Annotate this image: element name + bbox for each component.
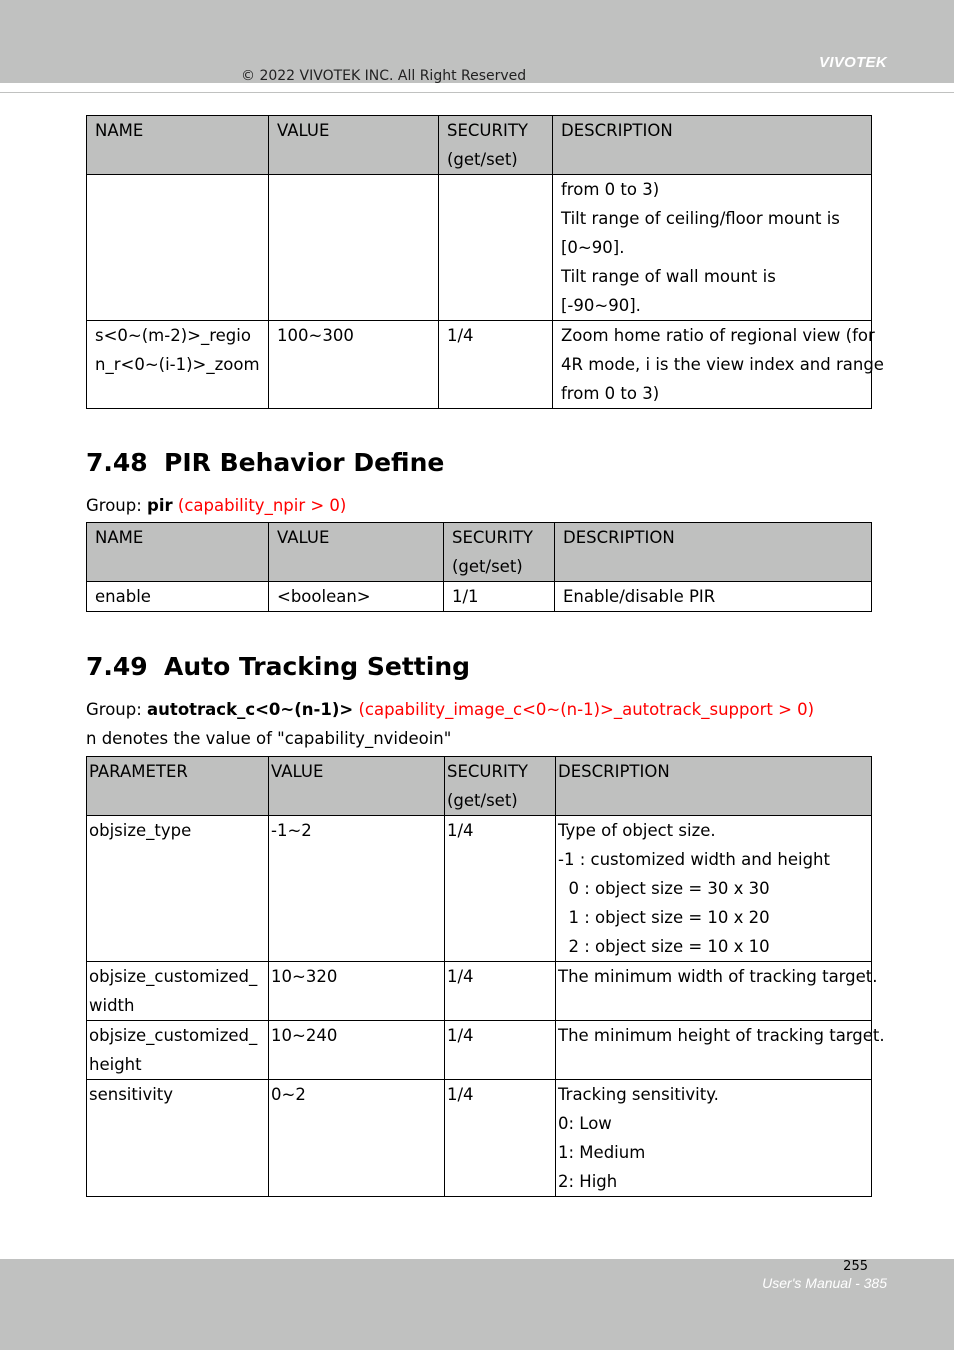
group-prefix: Group: xyxy=(86,700,148,719)
cell-text: SECURITY (get/set) xyxy=(447,121,528,169)
cell-security xyxy=(445,962,556,1021)
cell-name xyxy=(87,582,269,612)
cell-text: DESCRIPTION xyxy=(561,121,673,140)
cell-text: from 0 to 3) Tilt range of ceiling/floor mount is [0~90]. Tilt range of wall mount is [-90~90]. xyxy=(561,180,840,315)
cell-name xyxy=(87,321,269,409)
table-row xyxy=(87,321,872,409)
group-name: pir xyxy=(147,496,173,515)
continued-parameter-table xyxy=(86,115,884,409)
cell-text: Tracking sensitivity. 0: Low 1: Medium 2: High xyxy=(558,1085,719,1191)
cell-security xyxy=(444,582,555,612)
header-cell-value xyxy=(269,523,444,582)
nvideoin-note: n denotes the value of "capability_nvideoin" xyxy=(86,729,452,748)
group-line-pir xyxy=(86,496,346,515)
cell-text: 1/4 xyxy=(447,1085,474,1104)
cell-text xyxy=(447,175,544,204)
cell-value xyxy=(269,962,445,1021)
cell-text: -1~2 xyxy=(271,821,312,840)
header-cell-name xyxy=(87,523,269,582)
page-footer-band xyxy=(0,1259,954,1350)
cell-text: objsize_type xyxy=(89,821,192,840)
cell-security xyxy=(445,816,556,962)
table-row xyxy=(87,175,872,321)
cell-description xyxy=(556,962,878,1021)
header-cell-description xyxy=(555,523,872,582)
cell-text: The minimum width of tracking target. xyxy=(558,967,878,986)
cell-text: 1/4 xyxy=(447,326,474,345)
header-cell-value xyxy=(269,757,445,816)
table-row xyxy=(87,816,872,962)
cell-text: VALUE xyxy=(277,121,330,140)
page-number: 255 xyxy=(843,1259,868,1274)
section-number: 7.48 xyxy=(86,448,148,477)
header-cell-name xyxy=(87,116,269,175)
header-divider xyxy=(0,92,954,93)
header-cell-description xyxy=(556,757,872,816)
cell-security xyxy=(439,321,553,409)
cell-text: 10~320 xyxy=(271,967,338,986)
cell-text: enable xyxy=(95,587,151,606)
table-row xyxy=(87,582,872,612)
autotrack-parameter-table xyxy=(86,756,885,1197)
cell-description xyxy=(556,816,872,962)
group-condition: (capability_npir > 0) xyxy=(172,496,347,515)
cell-name xyxy=(87,816,269,962)
cell-text: objsize_customized_width xyxy=(89,967,258,1015)
group-condition: (capability_image_c<0~(n-1)>_autotrack_support > 0) xyxy=(353,700,815,719)
cell-text: NAME xyxy=(95,121,144,140)
cell-text: NAME xyxy=(95,528,144,547)
header-cell-security xyxy=(444,523,555,582)
header-cell-value xyxy=(269,116,439,175)
cell-text: The minimum height of tracking target. xyxy=(558,1026,885,1045)
cell-text: 0~2 xyxy=(271,1085,306,1104)
brand-logo-text: VIVOTEK xyxy=(819,54,887,71)
cell-text: 1/4 xyxy=(447,1026,474,1045)
section-title: Auto Tracking Setting xyxy=(164,652,471,681)
pir-parameter-table xyxy=(86,522,872,612)
cell-text: PARAMETER xyxy=(89,762,188,781)
header-cell-name xyxy=(87,757,269,816)
cell-text: 10~240 xyxy=(271,1026,338,1045)
group-prefix: Group: xyxy=(86,496,148,515)
cell-text: 1/4 xyxy=(447,821,474,840)
cell-text: s<0~(m-2)>_region_r<0~(i-1)>_zoom xyxy=(95,326,260,374)
table-header-row xyxy=(87,757,872,816)
table-row xyxy=(87,1080,872,1197)
section-heading-7-49 xyxy=(86,652,470,681)
cell-security xyxy=(439,175,553,321)
cell-text: DESCRIPTION xyxy=(558,762,670,781)
copyright-notice: © 2022 VIVOTEK INC. All Right Reserved xyxy=(241,68,527,84)
cell-value xyxy=(269,321,439,409)
cell-text: SECURITY (get/set) xyxy=(452,528,533,576)
cell-description xyxy=(556,1021,885,1080)
header-cell-security xyxy=(439,116,553,175)
cell-name xyxy=(87,962,269,1021)
cell-text: objsize_customized_height xyxy=(89,1026,258,1074)
cell-text: VALUE xyxy=(271,762,324,781)
cell-text: Enable/disable PIR xyxy=(563,587,716,606)
cell-description xyxy=(556,1080,872,1197)
table-row xyxy=(87,1021,872,1080)
cell-description xyxy=(553,175,872,321)
cell-text: <boolean> xyxy=(277,587,371,606)
header-cell-description xyxy=(553,116,872,175)
cell-text xyxy=(277,175,430,204)
cell-value xyxy=(269,1021,445,1080)
section-number: 7.49 xyxy=(86,652,148,681)
cell-text: 1/4 xyxy=(447,967,474,986)
cell-text: DESCRIPTION xyxy=(563,528,675,547)
header-cell-security xyxy=(445,757,556,816)
cell-text: Type of object size. -1 : customized width and height 0 : object size = 30 x 30 1 : object size = 10 x 20 2 : object size = 10 x 10 xyxy=(558,821,830,956)
cell-value xyxy=(269,175,439,321)
cell-name xyxy=(87,1021,269,1080)
cell-name xyxy=(87,175,269,321)
cell-description xyxy=(555,582,872,612)
group-line-autotrack xyxy=(86,700,814,719)
cell-text: sensitivity xyxy=(89,1085,174,1104)
table-row xyxy=(87,962,872,1021)
manual-page-reference: User's Manual - 385 xyxy=(762,1275,887,1291)
cell-text: VALUE xyxy=(277,528,330,547)
cell-text xyxy=(95,175,260,204)
table-header-row xyxy=(87,523,872,582)
cell-value xyxy=(269,582,444,612)
cell-security xyxy=(445,1080,556,1197)
cell-text: Zoom home ratio of regional view (for 4R mode, i is the view index and range from 0 to 3) xyxy=(561,326,884,403)
cell-text: SECURITY (get/set) xyxy=(447,762,528,810)
cell-security xyxy=(445,1021,556,1080)
table-header-row xyxy=(87,116,872,175)
section-heading-7-48 xyxy=(86,448,444,477)
cell-description xyxy=(553,321,884,409)
cell-text: 1/1 xyxy=(452,587,479,606)
cell-value xyxy=(269,816,445,962)
section-title: PIR Behavior Define xyxy=(164,448,445,477)
cell-text: 100~300 xyxy=(277,326,354,345)
group-name: autotrack_c<0~(n-1)> xyxy=(147,700,354,719)
cell-name xyxy=(87,1080,269,1197)
cell-value xyxy=(269,1080,445,1197)
